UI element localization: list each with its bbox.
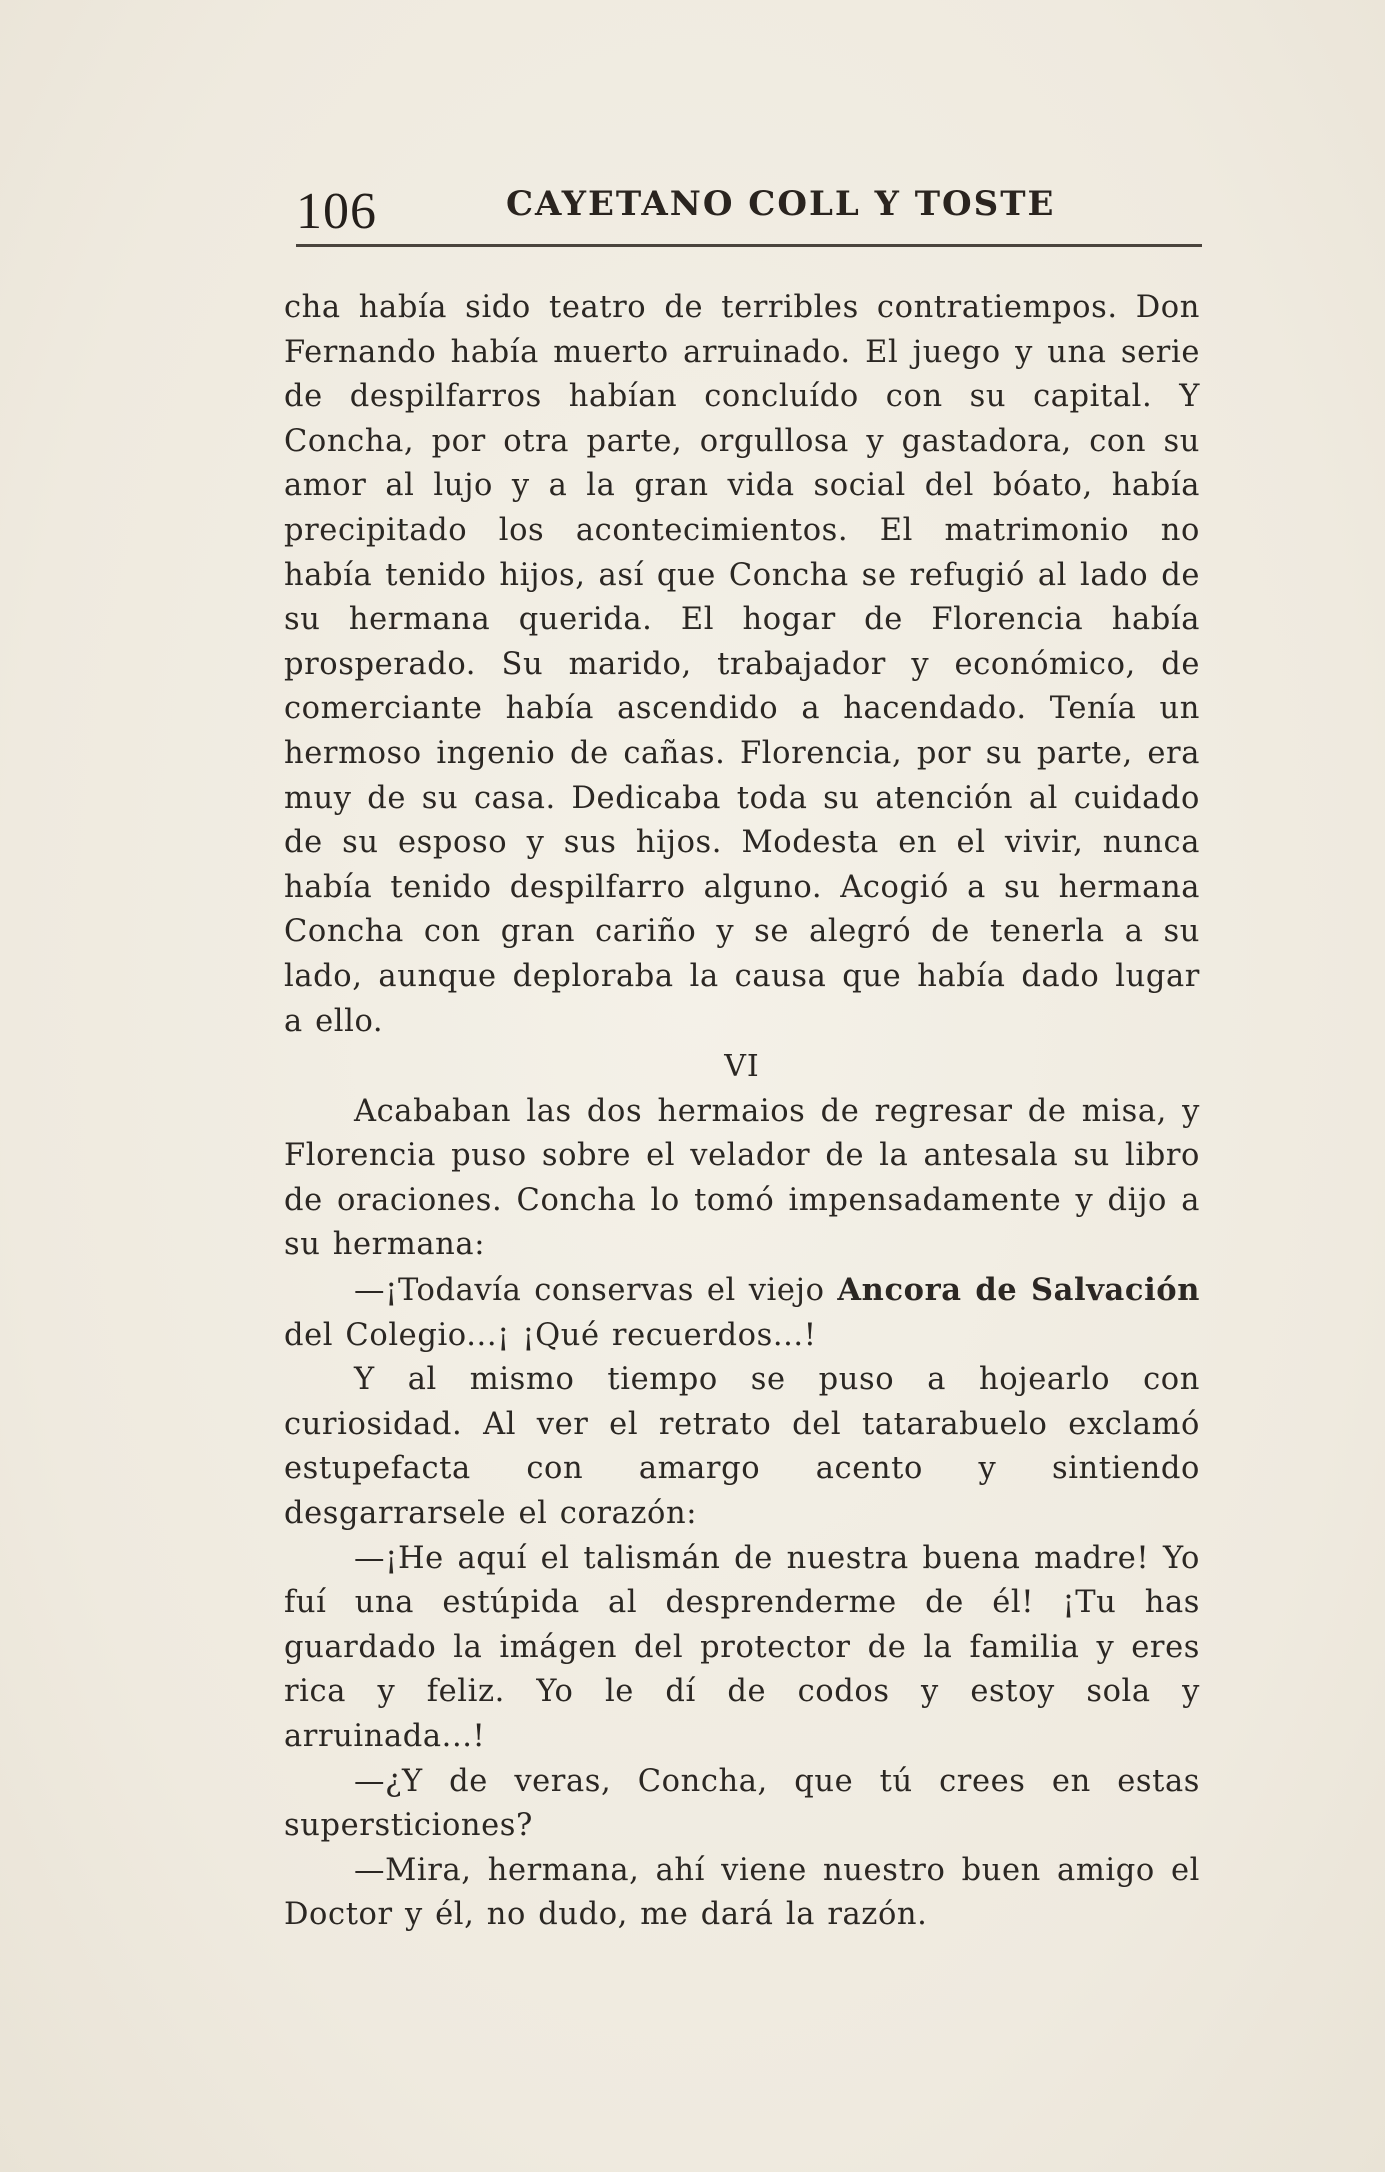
section-heading: VI	[724, 1049, 760, 1085]
dialogue-paragraph	[284, 1268, 1200, 1358]
dialogue-text: —¡Todavía conservas el viejo	[354, 1273, 838, 1309]
header-rule	[296, 244, 1202, 247]
dialogue-paragraph: —¡He aquí el talismán de nuestra buena madre! Yo fuí una estúpida al desprenderme de él! ¡Tu has guardado la imágen del protector de la familia y eres rica y feliz. Yo le dí de codos y estoy sola y arruinada...!	[284, 1540, 1200, 1754]
dialogue-text: del Colegio...¡ ¡Qué recuerdos...!	[284, 1317, 817, 1353]
paragraph: cha había sido teatro de terribles contratiempos. Don Fernando había muerto arruinado. El juego y una serie de despilfarros habían concluído con su capital. Y Concha, por otra parte, orgullosa y gastadora, con su amor al lujo y a la gran vida social del bóato, había precipitado los acontecimientos. El matrimonio no había tenido hijos, así que Concha se refugió al lado de su hermana querida. El hogar de Florencia había prosperado. Su marido, trabajador y económico, de comerciante había ascendido a hacendado. Tenía un hermoso ingenio de cañas. Florencia, por su parte, era muy de su casa. Dedicaba toda su atención al cuidado de su esposo y sus hijos. Modesta en el vivir, nunca había tenido despilfarro alguno. Acogió a su hermana Concha con gran cariño y se alegró de tenerla a su lado, aunque deploraba la causa que había dado lugar a ello.	[284, 290, 1200, 1039]
page-number: 106	[296, 183, 377, 240]
dialogue-paragraph: —Mira, hermana, ahí viene nuestro buen amigo el Doctor y él, no dudo, me dará la razón.	[284, 1852, 1200, 1933]
dialogue-paragraph: —¿Y de veras, Concha, que tú crees en estas supersticiones?	[284, 1763, 1200, 1844]
book-title: Ancora de Salvación	[837, 1272, 1200, 1309]
paragraph: Acababan las dos hermaios de regresar de misa, y Florencia puso sobre el velador de la antesala su libro de oraciones. Concha lo tomó impensadamente y dijo a su hermana:	[284, 1093, 1200, 1263]
running-head: CAYETANO COLL Y TOSTE	[506, 184, 1056, 224]
paragraph: Y al mismo tiempo se puso a hojearlo con curiosidad. Al ver el retrato del tatarabuelo exclamó estupefacta con amargo acento y sintiendo desgarrarsele el corazón:	[284, 1362, 1200, 1532]
body-text	[284, 286, 1200, 1938]
page-header	[296, 178, 1202, 240]
